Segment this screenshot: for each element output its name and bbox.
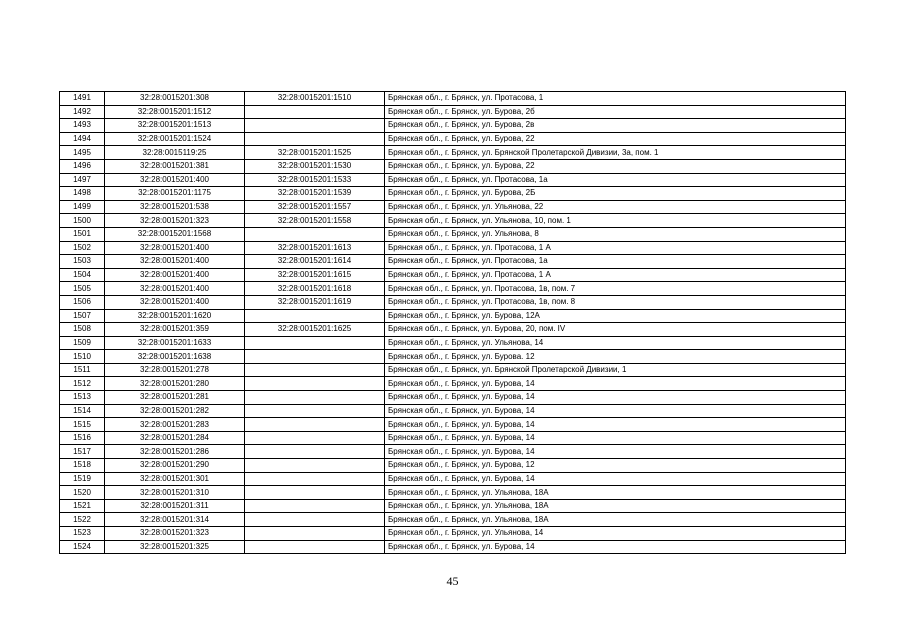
table-row	[60, 486, 846, 500]
cell-address: Брянская обл., г. Брянск, ул. Протасова, 1в, пом. 7	[385, 282, 846, 296]
cell-address: Брянская обл., г. Брянск, ул. Бурова, 14	[385, 540, 846, 554]
cell-cadastral-number: 32:28:0015201:538	[105, 200, 245, 214]
table-row	[60, 268, 846, 282]
cell-cadastral-number: 32:28:0015201:278	[105, 363, 245, 377]
cell-address: Брянская обл., г. Брянск, ул. Ульянова, 14	[385, 527, 846, 541]
cell-cadastral-number: 32:28:0015201:283	[105, 418, 245, 432]
page-number: 45	[446, 574, 459, 588]
cell-row-number: 1492	[60, 105, 105, 119]
cell-row-number: 1496	[60, 159, 105, 173]
cell-address: Брянская обл., г. Брянск, ул. Протасова, 1а	[385, 255, 846, 269]
cell-related-cadastral-number: 32:28:0015201:1625	[245, 323, 385, 337]
cell-cadastral-number: 32:28:0015201:284	[105, 431, 245, 445]
cell-cadastral-number: 32:28:0015201:282	[105, 404, 245, 418]
cell-cadastral-number: 32:28:0015201:308	[105, 92, 245, 106]
cell-cadastral-number: 32:28:0015201:400	[105, 241, 245, 255]
cell-related-cadastral-number: 32:28:0015201:1558	[245, 214, 385, 228]
cell-address: Брянская обл., г. Брянск, ул. Бурова, 14	[385, 377, 846, 391]
cell-cadastral-number: 32:28:0015201:311	[105, 499, 245, 513]
cell-related-cadastral-number	[245, 350, 385, 364]
cell-address: Брянская обл., г. Брянск, ул. Протасова, 1	[385, 92, 846, 106]
table-row	[60, 350, 846, 364]
cell-address: Брянская обл., г. Брянск, ул. Ульянова, 8	[385, 227, 846, 241]
cell-related-cadastral-number: 32:28:0015201:1525	[245, 146, 385, 160]
cell-related-cadastral-number	[245, 119, 385, 133]
cell-cadastral-number: 32:28:0015201:1524	[105, 132, 245, 146]
table-row	[60, 92, 846, 106]
cell-related-cadastral-number: 32:28:0015201:1530	[245, 159, 385, 173]
cell-row-number: 1502	[60, 241, 105, 255]
cell-cadastral-number: 32:28:0015201:314	[105, 513, 245, 527]
table-row	[60, 540, 846, 554]
cell-cadastral-number: 32:28:0015201:1620	[105, 309, 245, 323]
cell-row-number: 1495	[60, 146, 105, 160]
cell-cadastral-number: 32:28:0015201:1512	[105, 105, 245, 119]
table-row	[60, 513, 846, 527]
cell-cadastral-number: 32:28:0015201:290	[105, 459, 245, 473]
cell-row-number: 1498	[60, 187, 105, 201]
cell-row-number: 1515	[60, 418, 105, 432]
table-row	[60, 255, 846, 269]
cell-address: Брянская обл., г. Брянск, ул. Протасова, 1 А	[385, 241, 846, 255]
table-row	[60, 418, 846, 432]
cell-cadastral-number: 32:28:0015201:1568	[105, 227, 245, 241]
cell-cadastral-number: 32:28:0015201:301	[105, 472, 245, 486]
table-row	[60, 173, 846, 187]
table-row	[60, 132, 846, 146]
table-row	[60, 146, 846, 160]
cell-cadastral-number: 32:28:0015201:400	[105, 173, 245, 187]
cell-address: Брянская обл., г. Брянск, ул. Брянской Пролетарской Дивизии, 3а, пом. 1	[385, 146, 846, 160]
cell-address: Брянская обл., г. Брянск, ул. Протасова, 1а	[385, 173, 846, 187]
cell-address: Брянская обл., г. Брянск, ул. Бурова. 12	[385, 350, 846, 364]
cell-address: Брянская обл., г. Брянск, ул. Бурова, 14	[385, 418, 846, 432]
cell-related-cadastral-number	[245, 105, 385, 119]
cell-related-cadastral-number: 32:28:0015201:1618	[245, 282, 385, 296]
cell-row-number: 1505	[60, 282, 105, 296]
cell-row-number: 1493	[60, 119, 105, 133]
table-row	[60, 391, 846, 405]
table-row	[60, 295, 846, 309]
cell-address: Брянская обл., г. Брянск, ул. Ульянова, 18А	[385, 499, 846, 513]
cell-related-cadastral-number: 32:28:0015201:1613	[245, 241, 385, 255]
table-row	[60, 363, 846, 377]
cell-address: Брянская обл., г. Брянск, ул. Бурова, 14	[385, 391, 846, 405]
table-row	[60, 282, 846, 296]
cell-row-number: 1503	[60, 255, 105, 269]
cell-related-cadastral-number	[245, 132, 385, 146]
cell-cadastral-number: 32:28:0015201:1513	[105, 119, 245, 133]
cell-row-number: 1520	[60, 486, 105, 500]
cell-related-cadastral-number	[245, 472, 385, 486]
cell-row-number: 1500	[60, 214, 105, 228]
cell-cadastral-number: 32:28:0015201:400	[105, 268, 245, 282]
cell-row-number: 1507	[60, 309, 105, 323]
cell-related-cadastral-number: 32:28:0015201:1614	[245, 255, 385, 269]
cell-cadastral-number: 32:28:0015201:1633	[105, 336, 245, 350]
table-row	[60, 200, 846, 214]
cell-row-number: 1506	[60, 295, 105, 309]
cell-row-number: 1504	[60, 268, 105, 282]
cell-cadastral-number: 32:28:0015201:400	[105, 295, 245, 309]
cell-address: Брянская обл., г. Брянск, ул. Бурова, 14	[385, 445, 846, 459]
cell-row-number: 1491	[60, 92, 105, 106]
cell-address: Брянская обл., г. Брянск, ул. Ульянова, 10, пом. 1	[385, 214, 846, 228]
table-row	[60, 527, 846, 541]
cell-related-cadastral-number	[245, 499, 385, 513]
cell-cadastral-number: 32:28:0015201:323	[105, 214, 245, 228]
cell-address: Брянская обл., г. Брянск, ул. Бурова, 14	[385, 431, 846, 445]
table-row	[60, 459, 846, 473]
cell-related-cadastral-number: 32:28:0015201:1615	[245, 268, 385, 282]
cell-address: Брянская обл., г. Брянск, ул. Бурова, 20, пом. IV	[385, 323, 846, 337]
table-row	[60, 159, 846, 173]
cell-related-cadastral-number: 32:28:0015201:1557	[245, 200, 385, 214]
cell-row-number: 1519	[60, 472, 105, 486]
table-row	[60, 241, 846, 255]
cell-cadastral-number: 32:28:0015201:286	[105, 445, 245, 459]
cell-address: Брянская обл., г. Брянск, ул. Бурова, 12А	[385, 309, 846, 323]
cell-related-cadastral-number: 32:28:0015201:1539	[245, 187, 385, 201]
cell-address: Брянская обл., г. Брянск, ул. Бурова, 22	[385, 132, 846, 146]
cell-related-cadastral-number	[245, 527, 385, 541]
cell-row-number: 1512	[60, 377, 105, 391]
cell-row-number: 1521	[60, 499, 105, 513]
cell-address: Брянская обл., г. Брянск, ул. Ульянова, 18А	[385, 486, 846, 500]
table-body	[60, 92, 846, 554]
cell-row-number: 1494	[60, 132, 105, 146]
cell-row-number: 1508	[60, 323, 105, 337]
cell-related-cadastral-number	[245, 391, 385, 405]
cell-address: Брянская обл., г. Брянск, ул. Бурова, 22	[385, 159, 846, 173]
table-row	[60, 472, 846, 486]
cell-related-cadastral-number: 32:28:0015201:1510	[245, 92, 385, 106]
cell-address: Брянская обл., г. Брянск, ул. Бурова, 2б	[385, 105, 846, 119]
cell-address: Брянская обл., г. Брянск, ул. Бурова, 14	[385, 404, 846, 418]
cell-row-number: 1518	[60, 459, 105, 473]
cell-row-number: 1514	[60, 404, 105, 418]
cell-cadastral-number: 32:28:0015201:323	[105, 527, 245, 541]
cell-address: Брянская обл., г. Брянск, ул. Ульянова, 22	[385, 200, 846, 214]
cell-row-number: 1523	[60, 527, 105, 541]
cell-address: Брянская обл., г. Брянск, ул. Бурова, 2в	[385, 119, 846, 133]
table-row	[60, 309, 846, 323]
cell-related-cadastral-number	[245, 227, 385, 241]
cell-row-number: 1499	[60, 200, 105, 214]
cell-related-cadastral-number	[245, 363, 385, 377]
table-row	[60, 119, 846, 133]
cell-cadastral-number: 32:28:0015201:400	[105, 282, 245, 296]
table-row	[60, 323, 846, 337]
cell-cadastral-number: 32:28:0015201:281	[105, 391, 245, 405]
cell-related-cadastral-number	[245, 377, 385, 391]
table-row	[60, 377, 846, 391]
cell-cadastral-number: 32:28:0015201:280	[105, 377, 245, 391]
cell-address: Брянская обл., г. Брянск, ул. Бурова, 12	[385, 459, 846, 473]
cell-cadastral-number: 32:28:0015201:325	[105, 540, 245, 554]
table-row	[60, 404, 846, 418]
cell-cadastral-number: 32:28:0015201:310	[105, 486, 245, 500]
cell-related-cadastral-number	[245, 404, 385, 418]
cell-cadastral-number: 32:28:0015201:381	[105, 159, 245, 173]
cell-cadastral-number: 32:28:0015201:359	[105, 323, 245, 337]
table-row	[60, 105, 846, 119]
table-row	[60, 214, 846, 228]
table-row	[60, 336, 846, 350]
cell-address: Брянская обл., г. Брянск, ул. Ульянова, 18А	[385, 513, 846, 527]
cell-address: Брянская обл., г. Брянск, ул. Протасова, 1 А	[385, 268, 846, 282]
cell-address: Брянская обл., г. Брянск, ул. Бурова, 14	[385, 472, 846, 486]
cell-address: Брянская обл., г. Брянск, ул. Протасова, 1в, пом. 8	[385, 295, 846, 309]
table-row	[60, 227, 846, 241]
cell-related-cadastral-number	[245, 431, 385, 445]
table-row	[60, 445, 846, 459]
cell-row-number: 1513	[60, 391, 105, 405]
cell-related-cadastral-number	[245, 418, 385, 432]
cell-cadastral-number: 32:28:0015201:1638	[105, 350, 245, 364]
cell-row-number: 1497	[60, 173, 105, 187]
cell-cadastral-number: 32:28:0015119:25	[105, 146, 245, 160]
cell-row-number: 1511	[60, 363, 105, 377]
cadastral-table	[59, 91, 846, 554]
cell-related-cadastral-number: 32:28:0015201:1619	[245, 295, 385, 309]
cell-cadastral-number: 32:28:0015201:400	[105, 255, 245, 269]
table-row	[60, 499, 846, 513]
table-row	[60, 431, 846, 445]
cell-row-number: 1501	[60, 227, 105, 241]
cell-cadastral-number: 32:28:0015201:1175	[105, 187, 245, 201]
cell-address: Брянская обл., г. Брянск, ул. Ульянова, 14	[385, 336, 846, 350]
cell-row-number: 1517	[60, 445, 105, 459]
cell-address: Брянская обл., г. Брянск, ул. Бурова, 2Б	[385, 187, 846, 201]
cell-related-cadastral-number	[245, 513, 385, 527]
cell-related-cadastral-number	[245, 459, 385, 473]
cell-row-number: 1516	[60, 431, 105, 445]
cell-related-cadastral-number	[245, 486, 385, 500]
cell-related-cadastral-number	[245, 336, 385, 350]
cell-related-cadastral-number	[245, 445, 385, 459]
cell-row-number: 1522	[60, 513, 105, 527]
cell-related-cadastral-number: 32:28:0015201:1533	[245, 173, 385, 187]
cell-row-number: 1509	[60, 336, 105, 350]
cell-address: Брянская обл., г. Брянск, ул. Брянской Пролетарской Дивизии, 1	[385, 363, 846, 377]
cell-related-cadastral-number	[245, 309, 385, 323]
cell-related-cadastral-number	[245, 540, 385, 554]
cell-row-number: 1524	[60, 540, 105, 554]
table-row	[60, 187, 846, 201]
cell-row-number: 1510	[60, 350, 105, 364]
